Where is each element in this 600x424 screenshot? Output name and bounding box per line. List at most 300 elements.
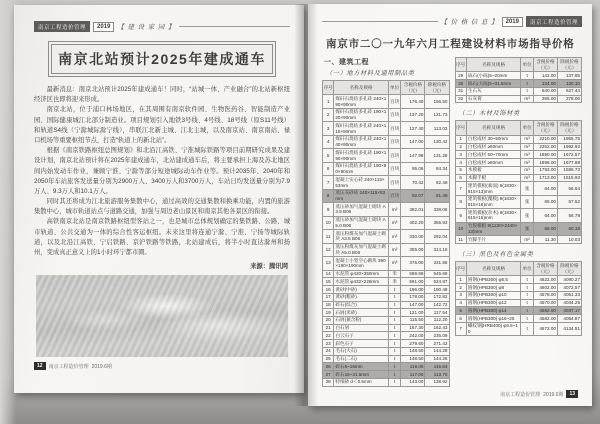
cell-tax: 68.00	[533, 222, 557, 235]
year-badge: 2019	[93, 22, 114, 32]
cell-unit: t	[388, 378, 401, 386]
cell-unit: t	[388, 301, 401, 309]
table-row	[455, 209, 582, 222]
cell-notax: 81.48	[425, 189, 449, 202]
cell-name: 建筑模板(素面) 9(1830×915×13)mm	[466, 182, 520, 195]
footer-issue: 2019.6期	[543, 391, 564, 398]
table-row	[323, 278, 450, 286]
cell-unit: m³	[521, 143, 534, 151]
cell-tax: 65.00	[533, 195, 557, 208]
cell-tax: 137.20	[401, 108, 425, 121]
cell-no: 2	[455, 284, 466, 292]
cell-unit: t	[521, 72, 534, 80]
column-header: 除税价格（元）	[557, 261, 581, 275]
cell-name: 竹脚手片	[466, 236, 520, 244]
column-header: 含税价格（元）	[401, 81, 425, 95]
cell-name: 煤矸石烧结多孔砖 190×190×90mm	[335, 149, 387, 161]
cell-unit: 米	[388, 270, 401, 278]
cell-notax: 190.48	[425, 286, 449, 294]
cell-name: 砾石(大砾)5~31.5mm	[466, 80, 520, 88]
table-row	[323, 340, 450, 348]
cell-tax: 1793.00	[533, 166, 557, 174]
page-number-box: 12	[34, 362, 46, 370]
column-label: 【 建 设 家 园 】	[117, 24, 176, 31]
cell-tax: 4562.00	[533, 307, 557, 315]
cell-tax: 148.50	[401, 355, 425, 363]
cell-unit: 张	[521, 222, 534, 235]
column-header: 单位	[521, 58, 534, 72]
table-columns	[322, 57, 582, 387]
column-header: 序号	[455, 121, 466, 135]
cell-tax: 64.00	[533, 182, 557, 195]
cell-tax: 142.00	[533, 72, 557, 80]
table-row	[323, 332, 450, 340]
cell-no: 7	[455, 182, 466, 195]
table-row	[323, 257, 450, 270]
cell-notax: 112.20	[425, 316, 449, 324]
cell-no: 3	[455, 151, 466, 159]
cell-name: 蒸压粉煤灰加气混凝土砌块 A3.5 B06	[334, 230, 388, 243]
cell-name: 蒸压砂加气混凝土砌块 A5.0 B06	[334, 216, 388, 229]
cell-unit: t	[388, 293, 401, 301]
cell-tax: 143.00	[401, 378, 425, 386]
cell-tax: 4672.00	[533, 322, 557, 335]
cell-notax: 314.16	[425, 243, 449, 256]
cell-notax: 4037.17	[557, 307, 581, 315]
cell-notax: 56.64	[557, 182, 581, 195]
table-row	[455, 135, 582, 143]
cell-tax: 127.40	[401, 122, 425, 135]
cell-tax: 2210.00	[533, 135, 557, 143]
cell-no: 3	[323, 122, 334, 135]
journal-badge: 南京工程造价管理	[34, 21, 90, 32]
cell-name: 石屑(米砂)	[334, 309, 388, 317]
cell-name: 白松成材 50~70mm	[466, 151, 520, 159]
cell-name: 黄砂(粗砂)	[334, 293, 388, 301]
cell-no: 2	[455, 143, 466, 151]
cell-no: 4	[323, 135, 334, 148]
cell-no: 32	[455, 95, 466, 103]
cell-unit: m³	[388, 203, 401, 216]
table-row	[323, 135, 450, 148]
cell-notax: 115.63	[425, 363, 449, 371]
cell-unit: t	[521, 322, 534, 335]
cell-unit: m³	[388, 216, 401, 229]
cell-unit: m³	[388, 243, 401, 256]
cell-notax: 10.03	[557, 236, 581, 244]
cell-notax: 113.03	[425, 122, 449, 135]
column-header: 序号	[323, 81, 334, 95]
cell-unit: 张	[521, 209, 534, 222]
wood-materials-table	[455, 120, 583, 243]
cell-name: 水泥管 φ432×226mm	[334, 278, 388, 286]
table-row	[455, 322, 582, 335]
table-row	[323, 122, 450, 135]
cell-name: 煤矸石烧结多孔砖 190×120×90mm	[335, 109, 387, 121]
cell-tax: 167.30	[401, 324, 425, 332]
table-row	[323, 243, 450, 256]
cell-no: 21	[323, 324, 334, 332]
cell-tax: 4578.00	[533, 291, 557, 299]
cell-notax: 144.28	[425, 347, 449, 355]
table-row	[323, 270, 450, 278]
cell-unit: 百块	[388, 135, 401, 148]
cell-notax: 355.93	[425, 216, 449, 229]
cell-unit: t	[388, 324, 401, 332]
article-paragraph: 南京北站，位于浦口林场地区，在其周围有南京软件园、生物医药谷、智能制造产业园、国际健康城江北部分制造业。项目规划引入地铁3号线、4号线、18号线（原S11号线）和轨道S4线（宁滁城际滁宁线），串联江北新主城、江北主城，以及南京站、南京南站、禄口机场等重要枢纽节点，打造“轨道上的新北站”。	[34, 106, 290, 144]
section-1-subheading: （一）地方材料及通用制品类	[326, 70, 415, 77]
table-row	[323, 316, 450, 324]
cell-unit: 百块	[388, 149, 401, 162]
table-row	[323, 293, 450, 301]
article-body	[34, 85, 290, 258]
cell-name: 蒸压粉煤灰加气混凝土砌块 A5.0 B06	[334, 243, 388, 256]
steel-materials-table	[455, 261, 583, 336]
cell-unit: m³	[388, 257, 401, 270]
table-row	[455, 222, 582, 235]
table-row	[455, 299, 582, 307]
cell-tax: 121.00	[401, 309, 425, 317]
cell-tax: 330.00	[401, 230, 425, 243]
cell-name: 煤矸石烧结多孔砖 190×90×90mm	[335, 163, 387, 175]
cell-no: 20	[323, 316, 334, 324]
cell-name: 毛石(大石)	[334, 347, 388, 355]
cell-tax: 196.00	[401, 286, 425, 294]
cell-name: 特细砂 d＜0.5mm	[334, 378, 388, 386]
footer-issue: 2019.6期	[91, 363, 112, 370]
article-title-frame	[48, 41, 276, 77]
cell-no: 6	[323, 162, 334, 175]
cell-no: 5	[455, 166, 466, 174]
table-row	[323, 216, 450, 229]
right-page-header	[322, 16, 582, 27]
cell-unit: m³	[521, 166, 534, 174]
cell-name: 白石屑	[334, 324, 388, 332]
cell-no: 15	[323, 278, 334, 286]
cell-notax: 4134.51	[557, 322, 581, 335]
cell-name: 蒸压灰砂砖 240×115×53mm	[334, 189, 388, 202]
table-row	[455, 182, 582, 195]
cell-unit: t	[521, 276, 534, 284]
price-column-right	[455, 57, 583, 336]
cell-notax: 1586.73	[557, 166, 581, 174]
cell-name: 圆钢(HPB300) φ10	[466, 291, 520, 299]
cell-tax: 355.00	[401, 243, 425, 256]
cell-notax: 113.70	[425, 371, 449, 379]
cell-notax: 1515.93	[557, 174, 581, 182]
cell-name: 圆钢(HPB300) φ8	[466, 284, 520, 292]
cell-notax: 4051.33	[557, 291, 581, 299]
cell-tax: 178.00	[401, 293, 425, 301]
cell-no: 18	[323, 301, 334, 309]
cell-no: 8	[455, 195, 466, 208]
cell-name: 圆钢(HPB300) φ14	[466, 307, 520, 315]
cell-tax: 134.00	[533, 80, 557, 88]
table-row	[323, 355, 450, 363]
cell-unit: t	[521, 284, 534, 292]
cell-no: 23	[323, 340, 334, 348]
cell-name: 生石灰	[466, 87, 520, 95]
cell-name: 白松成材 ≥80mm	[466, 159, 520, 167]
left-page-header	[34, 21, 290, 32]
cell-name: 煤矸石烧结多孔砖 240×190×90mm	[335, 95, 387, 107]
cell-notax: 524.87	[425, 278, 449, 286]
cell-unit: t	[388, 316, 401, 324]
footer-journal: 南京工程造价管理	[500, 391, 541, 398]
cell-unit: 百块	[388, 122, 401, 135]
table-row	[323, 378, 450, 386]
cell-tax: 147.00	[401, 135, 425, 148]
article-paragraph: 最新消息：南京北站预计2025年建成通车！同时，“站城一体、产业融合”的北站新枢纽经济区也即将迎来形成。	[34, 86, 290, 104]
cell-tax: 92.07	[401, 189, 425, 202]
cell-unit: t	[521, 307, 534, 315]
cell-unit: t	[388, 332, 401, 340]
article-title-frame-inner	[51, 44, 273, 74]
cell-unit: 百块	[388, 108, 401, 121]
cell-notax: 331.86	[425, 257, 449, 270]
cell-no: 26	[323, 363, 334, 371]
cell-tax: 119.00	[401, 363, 425, 371]
cell-no: 31	[455, 87, 466, 95]
cell-notax: 172.82	[425, 293, 449, 301]
price-page-title: 南京市二〇一九年六月工程建设材料市场指导价格	[326, 38, 575, 50]
cell-name: 水泥管 φ420×350mm	[334, 270, 388, 278]
cell-name: 彩色石子	[334, 340, 388, 348]
table-row	[323, 149, 450, 162]
cell-name: 石灰膏	[466, 95, 520, 103]
cell-name: 圆钢(HPB300) φ16~25	[466, 315, 520, 323]
cell-no: 30	[455, 80, 466, 88]
page-gutter-shadow	[294, 4, 318, 406]
cell-notax: 1672.57	[557, 151, 581, 159]
cell-tax: 591.00	[401, 278, 425, 286]
cell-tax: 148.50	[401, 347, 425, 355]
cell-unit: t	[388, 347, 401, 355]
cell-notax: 545.69	[425, 270, 449, 278]
column-header: 除税价格（元）	[557, 121, 581, 135]
cell-name: 石屑(兼含粉)	[334, 316, 388, 324]
cell-name: 圆钢(HPB300) φ6.5	[466, 276, 520, 284]
cell-tax: 11.30	[533, 236, 557, 244]
cell-name: 建筑模板(覆膜) 9(1830×915×18)mm	[466, 195, 520, 208]
cell-unit: 米	[388, 278, 401, 286]
cell-no: 10	[455, 222, 466, 235]
table-row	[323, 95, 450, 108]
cell-tax: 2252.00	[533, 143, 557, 151]
cell-unit: t	[388, 363, 401, 371]
cell-unit: t	[521, 315, 534, 323]
table-row	[323, 176, 450, 189]
column-header: 序号	[455, 261, 466, 275]
cell-tax: 117.00	[401, 371, 425, 379]
cell-name: 圆钢(HPB300) φ12	[466, 299, 520, 307]
cell-no: 9	[455, 209, 466, 222]
cell-no: 5	[455, 307, 466, 315]
column-header: 序号	[455, 58, 466, 72]
table-row	[323, 371, 450, 379]
cell-name: 竹胶模板 9(1220×2440×13)mm	[466, 222, 520, 235]
cell-unit: t	[521, 87, 534, 95]
table-row	[323, 162, 450, 175]
cell-notax: 144.26	[425, 355, 449, 363]
column-header: 含税价格（元）	[533, 261, 557, 275]
cell-name: 蒸压砂加气混凝土砌块 A3.5 B06	[334, 203, 388, 216]
cell-notax: 4072.57	[557, 284, 581, 292]
table-row	[455, 95, 582, 103]
cell-name: 碎石5~16mm	[334, 363, 388, 371]
cell-tax: 1890.00	[533, 151, 557, 159]
cell-notax: 271.42	[425, 340, 449, 348]
cell-notax: 57.52	[557, 195, 581, 208]
cell-tax: 1713.00	[533, 174, 557, 182]
cell-unit: t	[521, 291, 534, 299]
cell-notax: 4054.87	[557, 315, 581, 323]
header-rule	[322, 21, 438, 22]
cell-no: 1	[455, 276, 466, 284]
cell-tax: 402.20	[401, 216, 425, 229]
cell-unit: t	[388, 286, 401, 294]
cell-unit: m²	[521, 236, 534, 244]
cell-no: 27	[323, 371, 334, 379]
cell-tax: 285.00	[533, 95, 557, 103]
cell-no: 8	[323, 189, 334, 202]
header-rule	[179, 26, 291, 27]
section-3-heading: （三）黑色及有色金属类	[458, 250, 534, 258]
cell-notax: 137.85	[557, 72, 581, 80]
cell-notax: 292.04	[425, 230, 449, 243]
cell-notax: 4090.27	[557, 276, 581, 284]
cell-name: 螺纹钢(HRB400) φ6.5~10	[466, 322, 520, 335]
table-header-row	[455, 121, 582, 135]
section-1-heading: 一、建筑工程	[324, 59, 369, 66]
cell-notax: 235.09	[425, 332, 449, 340]
cell-no: 11	[455, 236, 466, 244]
column-header: 名称及规格	[334, 81, 388, 95]
cell-unit: t	[521, 299, 534, 307]
cell-tax: 147.98	[401, 149, 425, 162]
cell-unit: 百块	[388, 189, 401, 202]
table-header-row	[455, 58, 582, 72]
table-row	[455, 236, 582, 244]
cell-no: 10	[323, 216, 334, 229]
article-paragraph: 同时其还将成为江北旅游服务集散中心，通过高效的交通集散和换乘功能，内置的旅游集散中心，城市轨道站点与道路交通，加强与周边老山景区和南京其他各景区的衔接。	[34, 198, 290, 216]
right-page	[308, 4, 592, 406]
cell-notax: 338.06	[425, 203, 449, 216]
column-header: 单位	[388, 81, 401, 95]
cell-tax: 95.06	[401, 162, 425, 175]
article-paragraph: 高铁南京北站是南京铁路枢纽型客站之一，也是城市总体规划确定的集铁路、公路、城市轨道、公共交通为一体的综合性客运枢纽。未来这里将连通宁滁、宁淮、宁扬等城际轨道，以及北沿江高铁、宁启铁路、京沪铁路等铁路，北站建成后，将半小时直达滁州和扬州，变成真正意义上的1小时环宁都市圈。	[34, 218, 290, 256]
cell-tax: 1896.00	[533, 159, 557, 167]
table-row	[455, 284, 582, 292]
cell-no: 14	[323, 270, 334, 278]
cell-name: 木脚手板	[466, 174, 520, 182]
local-materials-table-left	[322, 80, 450, 387]
cell-tax: 115.50	[401, 316, 425, 324]
table-row	[323, 108, 450, 121]
table-header-row	[455, 261, 582, 275]
cell-unit: t	[388, 340, 401, 348]
cell-name: 混凝土实心砖 240×115×53mm	[334, 176, 388, 189]
cell-name: 白云石子	[334, 332, 388, 340]
cell-no: 7	[323, 176, 334, 189]
cell-tax: 176.40	[401, 95, 425, 108]
cell-no: 4	[455, 159, 466, 167]
cell-no: 3	[455, 291, 466, 299]
cell-unit: m³	[388, 230, 401, 243]
cell-notax: 62.48	[425, 176, 449, 189]
section-2-heading: （二）木材及饰材类	[458, 110, 520, 118]
cell-notax: 156.50	[425, 95, 449, 108]
table-row	[323, 189, 450, 202]
station-aerial-photo	[36, 275, 288, 357]
cell-no: 13	[323, 257, 334, 270]
cell-no: 6	[455, 174, 466, 182]
table-row	[455, 276, 582, 284]
cell-notax: 121.73	[425, 108, 449, 121]
column-header: 除税价格（元）	[425, 81, 449, 95]
table-header-row	[323, 81, 450, 95]
cell-no: 19	[323, 309, 334, 317]
cell-unit: 百块	[388, 95, 401, 108]
cell-unit: 百块	[388, 162, 401, 175]
cell-tax: 64.00	[533, 209, 557, 222]
cell-no: 25	[323, 355, 334, 363]
cell-tax: 4582.00	[533, 315, 557, 323]
table-row	[455, 174, 582, 182]
cell-no: 5	[323, 149, 334, 162]
cell-unit: m³	[521, 95, 534, 103]
cell-unit: 张	[521, 182, 534, 195]
column-label: 【 价 格 信 息 】	[440, 19, 499, 26]
cell-name: 煤矸石烧结多孔砖 240×140×90mm	[335, 136, 387, 148]
cell-tax: 70.42	[401, 176, 425, 189]
cell-notax: 627.44	[557, 87, 581, 95]
cell-name: 砾石(小砾)5~20mm	[466, 72, 520, 80]
column-header: 名称及规格	[466, 261, 520, 275]
table-row	[455, 80, 582, 88]
cell-no: 17	[323, 293, 334, 301]
cell-name: 混凝土小型空心砌块 390×190×190mm	[334, 257, 388, 270]
cell-name: 黄砂(中砂)	[334, 286, 388, 294]
column-header: 名称及规格	[466, 121, 520, 135]
table-row	[455, 159, 582, 167]
column-header: 含税价格（元）	[533, 58, 557, 72]
table-row	[323, 309, 450, 317]
price-column-left	[322, 57, 450, 387]
cell-notax: 131.28	[425, 149, 449, 162]
table-row	[455, 143, 582, 151]
table-row	[455, 87, 582, 95]
cell-notax: 1955.75	[557, 135, 581, 143]
cell-no: 1	[455, 135, 466, 143]
cell-tax: 147.00	[401, 301, 425, 309]
table-row	[455, 291, 582, 299]
cell-tax: 242.00	[401, 332, 425, 340]
cell-unit: m³	[521, 135, 534, 143]
cell-no: 4	[455, 299, 466, 307]
cell-tax: 640.00	[533, 87, 557, 95]
cell-notax: 1992.92	[557, 143, 581, 151]
table-row	[323, 347, 450, 355]
cell-name: 毛石(二石)	[334, 355, 388, 363]
cell-notax: 117.54	[425, 309, 449, 317]
cell-tax: 279.60	[401, 340, 425, 348]
cell-unit: m³	[521, 174, 534, 182]
cell-name: 白松成材 30~50mm	[466, 135, 520, 143]
cell-name: 木模板	[466, 166, 520, 174]
table-row	[455, 315, 582, 323]
cell-no: 29	[455, 72, 466, 80]
